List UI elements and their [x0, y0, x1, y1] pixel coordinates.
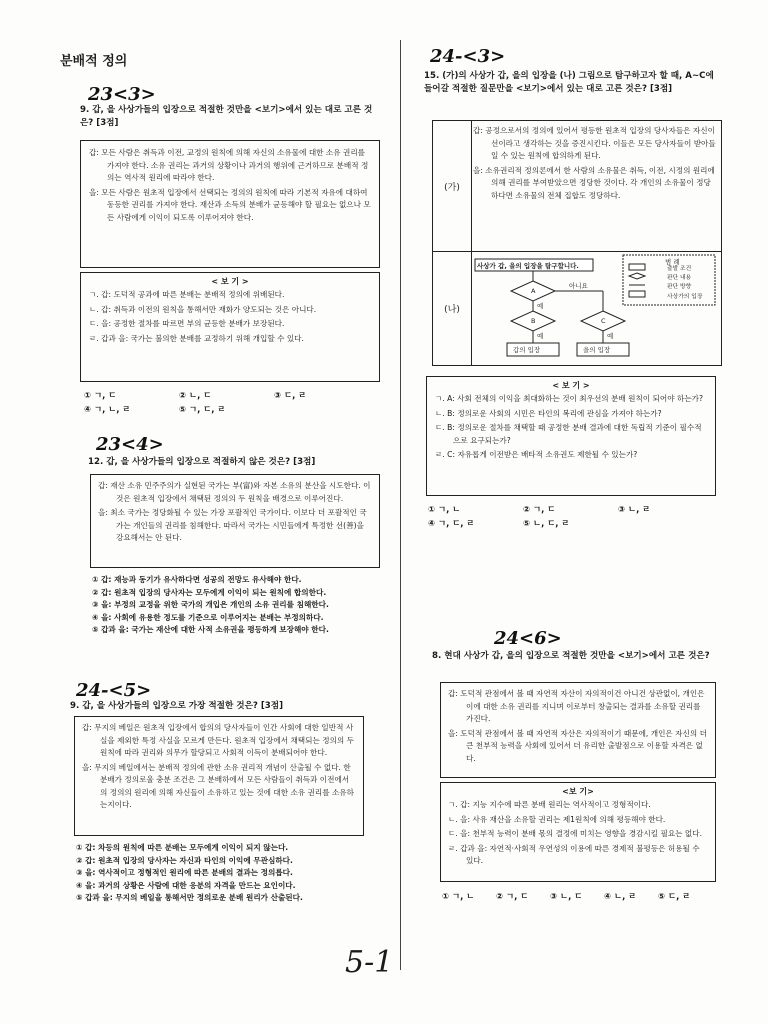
legend-title: 범 례 [665, 258, 680, 266]
flow-yes-label: 예 [537, 302, 544, 310]
q5-bogi-title: <보 기> [562, 787, 594, 796]
q4-bogi-item: ㄱ. A: 사회 전체의 이익을 최대화하는 것이 최우선의 분배 원칙이 되어야 하는가? [435, 394, 704, 403]
q5-option[interactable]: ② ㄱ, ㄷ [496, 891, 529, 901]
q4-ga-cell [473, 125, 717, 249]
legend-end-symbol [629, 291, 645, 297]
flow-start-text: 사상가 갑, 을의 입장을 탐구합니다. [477, 262, 579, 270]
q1-option[interactable]: ② ㄴ, ㄷ [179, 390, 212, 400]
q2-eul-text: 을: 최소 국가는 정당화될 수 있는 가장 포괄적인 국가이다. 이보다 더 포괄적인 국가는 개인들의 권리를 침해한다. 따라서 국가는 시민들에게 특정한 선(善)을 강요해서는 안 된다. [98, 508, 367, 542]
q4-label-ga: (가) [433, 121, 472, 252]
q3-passage-box [74, 716, 364, 836]
q5-bogi-item: ㄱ. 갑: 지능 지수에 따른 분배 원리는 역사적이고 정형적이다. [448, 800, 651, 809]
q4-option[interactable]: ② ㄱ, ㄷ [523, 504, 556, 514]
q1-bogi-item: ㄱ. 갑: 도덕적 공과에 따른 분배는 분배적 정의에 위배된다. [89, 290, 285, 299]
q4-row-divider [433, 251, 721, 252]
q2-option[interactable]: ② 갑: 원초적 입장의 당사자는 모두에게 이익이 되는 원칙에 합의한다. [92, 587, 327, 597]
q5-option[interactable]: ③ ㄴ, ㄷ [550, 891, 583, 901]
q5-handwritten-number: 24<6> [494, 628, 562, 649]
q3-option[interactable]: ② 갑: 원초적 입장의 당사자는 자신과 타인의 이익에 무관심하다. [76, 855, 293, 865]
q1-options [84, 388, 384, 416]
flow-b-label: B [531, 317, 536, 325]
q1-bogi-title: < 보 기 > [211, 277, 249, 286]
q3-gap-text: 갑: 무지의 베일은 원초적 입장에서 합의의 당사자들이 인간 사회에 대한 일반적 사실을 제외한 특정 사실을 모르게 만든다. 원초적 입장에서 채택되는 정의의 두 원칙에 따라 권리와 의무가 할당되고 사회적 이득이 분배되어야 한다. [82, 723, 354, 757]
q5-bogi-item: ㄷ. 을: 천부적 능력이 분배 몫의 결정에 미치는 영향을 경감시킬 필요는 없다. [448, 829, 703, 838]
q4-option[interactable]: ⑤ ㄴ, ㄷ, ㄹ [523, 518, 570, 528]
q4-options [428, 502, 728, 530]
q1-question: 9. 갑, 을 사상가들의 입장으로 적절한 것만을 <보기>에서 있는 대로 고른 것은? [3점] [80, 105, 373, 128]
q2-gap-text: 갑: 재산 소유 민주주의가 실현된 국가는 부(富)와 자본 소유의 분산을 시도한다. 이것은 원초적 입장에서 채택된 정의의 두 원칙을 배경으로 이루어진다. [98, 481, 371, 503]
flow-end-eul-text: 을의 입장 [583, 346, 611, 354]
column-divider [400, 40, 401, 970]
q4-handwritten-number: 24-<3> [430, 46, 506, 67]
flow-c-label: C [601, 317, 606, 325]
section-title: 분배적 정의 [60, 54, 128, 69]
q1-option[interactable]: ① ㄱ, ㄷ [84, 390, 117, 400]
q1-option[interactable]: ③ ㄷ, ㄹ [274, 390, 307, 400]
legend-item: 판단 내용 [667, 275, 692, 281]
q1-eul-text: 을: 모든 사람은 원초적 입장에서 선택되는 정의의 원칙에 따라 기본적 자유에 대하여 동등한 권리를 가져야 한다. 재산과 소득의 분배가 균등해야 할 필요는 없으나 모든 사람에게 이익이 되도록 이루어져야 한다. [89, 187, 371, 222]
flow-no-label: 아니요 [569, 282, 588, 290]
q5-bogi-item: ㄴ. 을: 사유 재산을 소유할 권리는 제1원칙에 의해 평등해야 한다. [448, 814, 666, 824]
legend-decision-symbol [629, 273, 645, 279]
q5-option[interactable]: ⑤ ㄷ, ㄹ [658, 891, 691, 901]
q3-eul-text: 을: 무지의 베일에서는 분배적 정의에 관한 소유 권리적 개념이 산출될 수 없다. 한 분배가 정의로울 충분 조건은 그 분배하에서 모든 사람들이 취득과 이전에서의 정의의 원리에 의해 자신들이 소유하고 있는 것에 대한 소유 권리를 소유하는지이다. [82, 762, 354, 809]
q4-option[interactable]: ④ ㄱ, ㄷ, ㄹ [428, 518, 475, 528]
q1-gap-text: 갑: 모든 사람은 취득과 이전, 교정의 원칙에 의해 자신의 소유물에 대한 소유 권리를 가져야 한다. 소유 권리는 과거의 상황이나 과거의 행위에 근거하므로 분배적 정의는 역사적 원리에 따라야 한다. [89, 148, 369, 182]
legend-item: 출발 조건 [667, 266, 692, 272]
q3-handwritten-number: 24-<5> [76, 680, 152, 701]
q2-handwritten-number: 23<4> [96, 434, 164, 455]
q5-option[interactable]: ④ ㄴ, ㄹ [604, 891, 637, 901]
q5-eul-text: 을: 도덕적 관점에서 볼 때 자연적 자산은 자의적이기 때문에, 개인은 자신의 더 큰 천부적 능력을 사회에 있어서 더 유리한 출발점으로 이용할 자격은 없다. [448, 728, 707, 763]
q3-options [76, 842, 376, 905]
q3-option[interactable]: ④ 을: 과거의 상황은 사람에 대한 응분의 자격을 만드는 요인이다. [76, 880, 296, 890]
q1-bogi-item: ㄹ. 갑과 을: 국가는 불의한 분배를 교정하기 위해 개입할 수 있다. [89, 333, 304, 343]
q4-bogi-item: ㄹ. C: 자유롭게 이전받은 배타적 소유권도 제한될 수 있는가? [435, 450, 638, 459]
q4-option[interactable]: ③ ㄴ, ㄹ [618, 504, 651, 514]
flow-end-gap-text: 갑의 입장 [513, 346, 541, 354]
q5-gap-text: 갑: 도덕적 관점에서 볼 때 자연적 자산이 자의적이건 아니건 상관없이, 개인은 이에 대한 소유 권리를 지니며 이로부터 창출되는 결과를 소유할 권리를 가진다. [448, 689, 705, 723]
q5-option[interactable]: ① ㄱ, ㄴ [442, 891, 475, 901]
q4-eul-text: 을: 소유권리적 정의론에서 한 사람의 소유물은 취득, 이전, 시정의 원리에 의해 권리를 부여받았으면 정당한 것이다. 각 개인의 소유물이 정당하다면 소유물의 전체 집합도 정당하다. [473, 165, 715, 200]
flow-yes-label: 예 [607, 332, 614, 340]
q5-question: 8. 현대 사상가 갑, 을의 입장으로 적절한 것만을 <보기>에서 고른 것은? [432, 651, 710, 661]
q1-bogi-item: ㄴ. 갑: 취득과 이전의 원칙을 통해서만 재화가 양도되는 것은 아니다. [89, 304, 317, 314]
q5-passage-box [440, 682, 716, 778]
q2-option[interactable]: ③ 을: 부정의 교정을 위한 국가의 개입은 개인의 소유 권리를 침해한다. [92, 600, 329, 609]
q3-question: 9. 갑, 을 사상가들의 입장으로 가장 적절한 것은? [3점] [70, 701, 283, 711]
q4-gap-text: 갑: 공정으로서의 정의에 있어서 평등한 원초적 입장의 당사자들은 자신이 선이라고 생각하는 것을 증진시킨다. 이들은 모든 당사자들이 받아들일 수 있는 원칙에 합의하게 된다. [473, 126, 716, 160]
q3-option[interactable]: ⑤ 갑과 을: 무지의 베일을 통해서만 정의로운 분배 원리가 산출된다. [76, 893, 303, 902]
legend-item: 사상가의 입장 [667, 294, 703, 300]
q1-bogi-box [80, 272, 380, 382]
q4-option[interactable]: ① ㄱ, ㄴ [428, 504, 461, 514]
q2-passage-box [90, 474, 380, 568]
q5-options [442, 890, 742, 902]
flow-yes-label: 예 [537, 332, 544, 340]
q2-option[interactable]: ④ 을: 사회에 유용한 정도를 기준으로 이루어지는 분배는 부정의하다. [92, 612, 324, 622]
q4-bogi-box [426, 376, 716, 496]
q2-option[interactable]: ① 갑: 재능과 동기가 유사하다면 성공의 전망도 유사해야 한다. [92, 575, 302, 584]
q1-option[interactable]: ⑤ ㄱ, ㄷ, ㄹ [179, 404, 226, 414]
q4-bogi-item: ㄴ. B: 정의로운 사회의 시민은 타인의 복리에 관심을 가져야 하는가? [435, 408, 662, 418]
q4-question: 15. (가)의 사상가 갑, 을의 입장을 (나) 그림으로 탐구하고자 할 때, A~C에 들어갈 적절한 질문만을 <보기>에서 있는 대로 고른 것은? [3점] [424, 71, 714, 94]
q3-option[interactable]: ③ 을: 역사적이고 정형적인 원리에 따른 분배의 결과는 정의롭다. [76, 868, 293, 877]
q1-option[interactable]: ④ ㄱ, ㄴ, ㄹ [84, 404, 131, 414]
legend-item: 판단 방향 [667, 284, 692, 290]
q2-option[interactable]: ⑤ 갑과 을: 국가는 재산에 대한 사적 소유권을 평등하게 보장해야 한다. [92, 625, 329, 634]
q4-bogi-item: ㄷ. B: 정의로운 절차를 채택할 때 공정한 분배 결과에 대한 독립적 기준이 필수적으로 요구되는가? [435, 423, 702, 445]
legend-start-symbol [629, 264, 645, 270]
q4-passage-table [432, 120, 722, 366]
q5-bogi-item: ㄹ. 갑과 을: 자연적·사회적 우연성의 이용에 따른 경제적 불평등은 허용될 수 있다. [448, 843, 700, 865]
q4-label-na: (나) [433, 252, 472, 365]
flow-a-label: A [531, 287, 536, 295]
q4-bogi-title: < 보 기 > [552, 381, 590, 390]
q5-bogi-box [440, 782, 716, 882]
q1-handwritten-number: 23<3> [88, 84, 156, 105]
q1-bogi-item: ㄷ. 을: 공정한 절차를 따르면 부의 균등한 분배가 보장된다. [89, 319, 285, 328]
q2-options [92, 574, 388, 637]
page-number: 5-1 [345, 945, 394, 980]
q3-option[interactable]: ① 갑: 차등의 원칙에 따른 분배는 모두에게 이익이 되지 않는다. [76, 843, 289, 852]
q1-passage-box [80, 140, 380, 268]
q2-question: 12. 갑, 을 사상가들의 입장으로 적절하지 않은 것은? [3점] [88, 457, 316, 467]
